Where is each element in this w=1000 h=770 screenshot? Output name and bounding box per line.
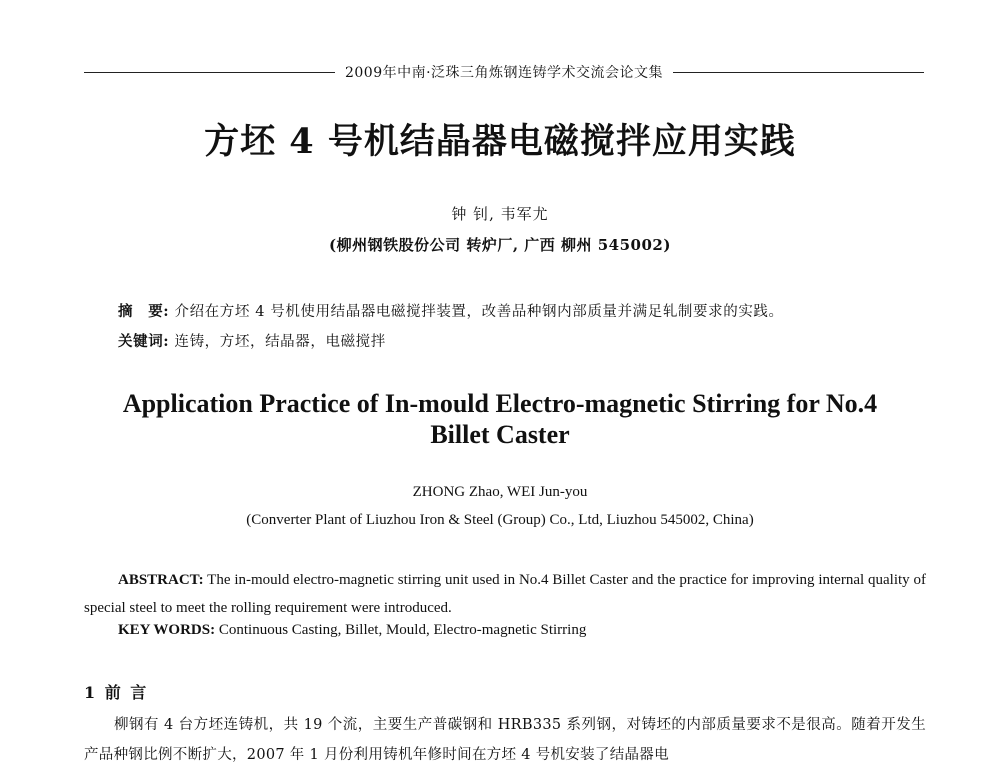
chinese-keywords [118,330,938,351]
chinese-authors: 钟 钊, 韦军尤 [451,205,549,223]
english-abstract [84,566,926,622]
header-rule-right [673,72,924,73]
english-keywords-label: KEY WORDS: [118,622,216,638]
english-title [0,388,1000,450]
english-keywords [118,622,926,639]
section-1-heading: 1 前 言 [84,683,149,702]
chinese-affiliation: (柳州钢铁股份公司 转炉厂, 广西 柳州 545002) [329,236,671,254]
english-abstract-label: ABSTRACT: [118,572,204,588]
chinese-abstract [118,300,938,321]
section-1-text: 柳钢有 4 台方坯连铸机，共 19 个流，主要生产普碳钢和 HRB335 系列钢，对铸坯的内部质量要求不是很高。随着开发生产品种钢比例不断扩大，2007 年 1 月份利用铸机年修时间在方坯 4 号机安装了结晶器电 [84,717,926,763]
english-authors: ZHONG Zhao, WEI Jun-you [412,484,588,500]
running-header-text: 2009年中南·泛珠三角炼钢连铸学术交流会论文集 [344,65,664,81]
chinese-title: 方坯 4 号机结晶器电磁搅拌应用实践 [204,121,796,162]
english-affiliation: (Converter Plant of Liuzhou Iron & Steel (Group) Co., Ltd, Liuzhou 545002, China) [246,512,754,528]
chinese-abstract-label: 摘 要: [118,303,170,320]
chinese-abstract-text: 介绍在方坯 4 号机使用结晶器电磁搅拌装置，改善品种钢内部质量并满足轧制要求的实践。 [174,304,784,320]
english-abstract-text: The in-mould electro-magnetic stirring unit used in No.4 Billet Caster and the practice for improving internal quality of special steel to meet the rolling requirement were introduced. [84,572,926,616]
english-title-line-1: Application Practice of In-mould Electro-magnetic Stirring for No.4 [122,389,878,418]
header-rule-left [84,72,335,73]
chinese-keywords-label: 关键词: [118,333,170,350]
running-header [84,60,924,84]
english-title-line-2: Billet Caster [430,420,570,449]
chinese-keywords-text: 连铸，方坯，结晶器，电磁搅拌 [174,334,386,350]
english-keywords-text: Continuous Casting, Billet, Mould, Electro-magnetic Stirring [218,622,587,638]
